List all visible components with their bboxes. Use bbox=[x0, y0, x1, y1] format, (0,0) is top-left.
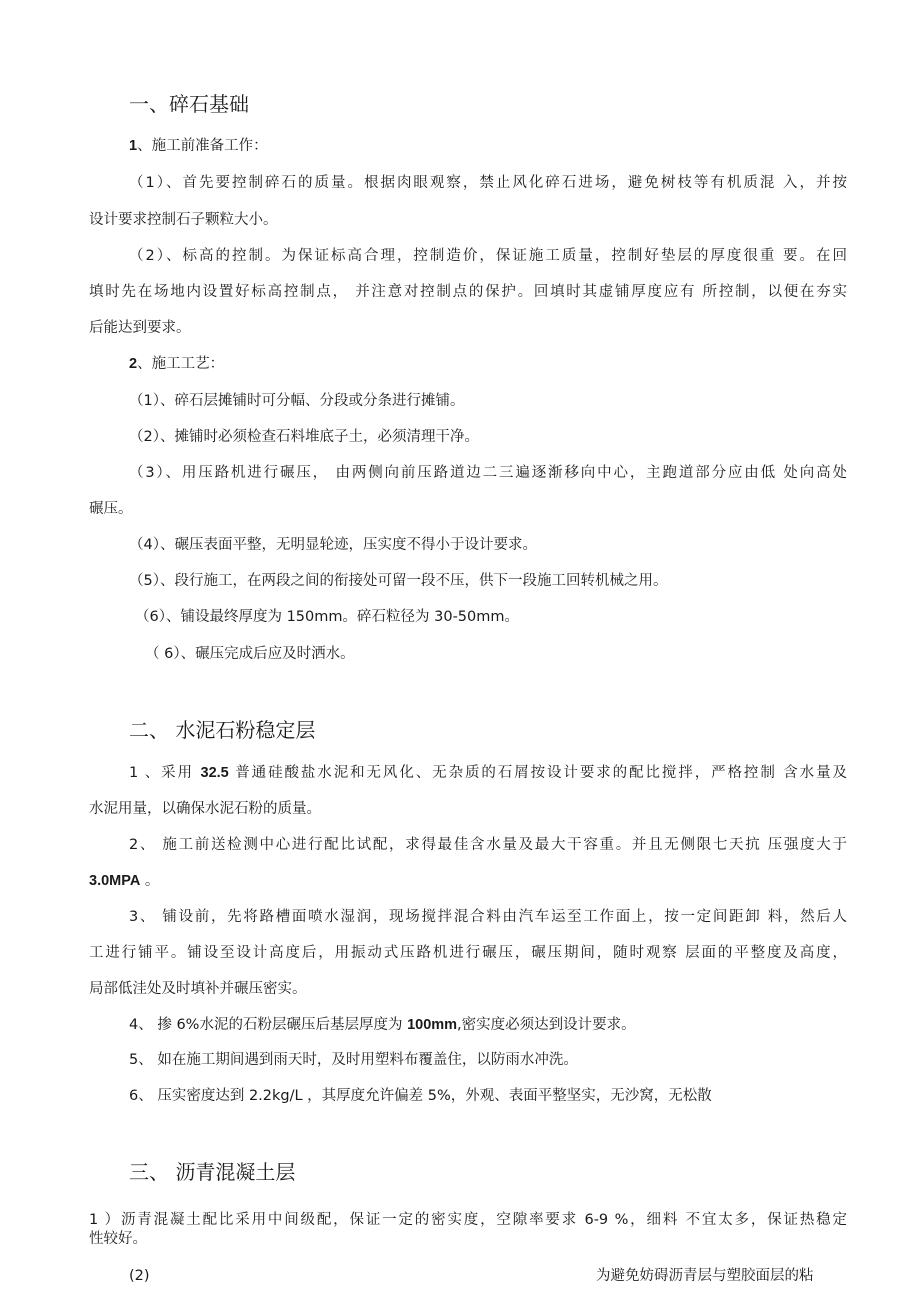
subheading-text: 、施工工艺： bbox=[137, 356, 225, 372]
list-item: （1）、碎石层摊铺时可分幅、分段或分条进行摊铺。 bbox=[129, 393, 465, 409]
paragraph-line: 设计要求控制石子颗粒大小。 bbox=[89, 212, 278, 228]
section-title-3: 三、 沥青混凝土层 bbox=[129, 1160, 296, 1184]
list-item: （ 6）、碾压完成后应及时洒水。 bbox=[145, 646, 355, 662]
section-title-1: 一、碎石基础 bbox=[129, 92, 249, 116]
list-item: （2）、摊铺时必须检查石料堆底子土，必须清理干净。 bbox=[129, 429, 479, 445]
paragraph-line: 填时先在场地内设置好标高控制点， 并注意对控制点的保护。回填时其虚铺厚度应有 所控制，以便在夯实 bbox=[89, 284, 847, 300]
paragraph-line: 后能达到要求。 bbox=[89, 320, 191, 336]
list-item: 6、 压实密度达到 2.2kg/L ，其厚度允许偏差 5%，外观、表面平整坚实，无沙窝，无松散 bbox=[129, 1088, 712, 1104]
list-item: 5、 如在施工期间遇到雨天时，及时用塑料布覆盖住，以防雨水冲洗。 bbox=[129, 1052, 578, 1068]
text-run: 。 bbox=[140, 873, 160, 889]
subheading-number: 1 bbox=[129, 138, 138, 154]
paragraph-line: 工进行铺平。铺设至设计高度后，用振动式压路机进行碾压，碾压期间，随时观察 层面的平整度及高度， bbox=[89, 945, 847, 961]
subheading-number: 2 bbox=[129, 356, 138, 372]
section-title-2: 二、 水泥石粉稳定层 bbox=[129, 718, 316, 742]
paragraph-number: (2) bbox=[129, 1268, 150, 1284]
text-bold: 100mm bbox=[407, 1017, 458, 1033]
subheading-preparation bbox=[129, 137, 268, 155]
text-run: ,密实度必须达到设计要求。 bbox=[457, 1017, 636, 1033]
text-bold: 3.0MPA bbox=[89, 873, 141, 889]
text-run: 1 、采用 bbox=[129, 765, 201, 781]
list-item: （4）、碾压表面平整，无明显轮迹，压实度不得小于设计要求。 bbox=[129, 537, 537, 553]
paragraph-line: 2、 施工前送检测中心进行配比试配，求得最佳含水量及最大干容重。并且无侧限七天抗 压强度大于 bbox=[129, 837, 847, 853]
paragraph-line: 为避免妨碍沥青层与塑胶面层的粘 bbox=[596, 1268, 814, 1284]
list-item: （3）、用压路机进行碾压， 由两侧向前压路道边二三遍逐渐移向中心，主跑道部分应由低 处向高处 bbox=[129, 465, 847, 481]
text-run: 普通硅酸盐水泥和无风化、无杂质的石屑按设计要求的配比搅拌，严格控制 含水量及 bbox=[228, 765, 847, 781]
subheading-process bbox=[129, 355, 224, 373]
list-item bbox=[129, 1016, 636, 1034]
text-bold: 32.5 bbox=[200, 765, 229, 781]
subheading-text: 、施工前准备工作： bbox=[137, 138, 268, 154]
paragraph-line: （2）、标高的控制。为保证标高合理，控制造价，保证施工质量，控制好垫层的厚度很重 要。在回 bbox=[129, 248, 847, 264]
list-item: （6）、铺设最终厚度为 150mm。碎石粒径为 30-50mm。 bbox=[135, 609, 520, 625]
paragraph-line bbox=[89, 872, 159, 890]
paragraph-line: 水泥用量，以确保水泥石粉的质量。 bbox=[89, 801, 321, 817]
paragraph-line: 局部低洼处及时填补并碾压密实。 bbox=[89, 981, 307, 997]
text-run: 4、 掺 6%水泥的石粉层碾压后基层厚度为 bbox=[129, 1017, 408, 1033]
list-item: （5）、段行施工，在两段之间的衔接处可留一段不压，供下一段施工回转机械之用。 bbox=[129, 573, 668, 589]
paragraph-line bbox=[129, 764, 847, 782]
paragraph-line: 3、 铺设前，先将路槽面喷水湿润，现场搅拌混合料由汽车运至工作面上，按一定间距卸 料，然后人 bbox=[129, 909, 847, 925]
paragraph-line: 1 ）沥青混凝土配比采用中间级配，保证一定的密实度，空隙率要求 6-9 %，细料 不宜太多，保证热稳定 bbox=[89, 1212, 847, 1228]
paragraph-line: 性较好。 bbox=[89, 1231, 147, 1247]
paragraph-line: （1）、首先要控制碎石的质量。根据肉眼观察，禁止风化碎石进场，避免树枝等有机质混 入，并按 bbox=[129, 175, 847, 191]
list-item-continuation: 碾压。 bbox=[89, 501, 133, 517]
